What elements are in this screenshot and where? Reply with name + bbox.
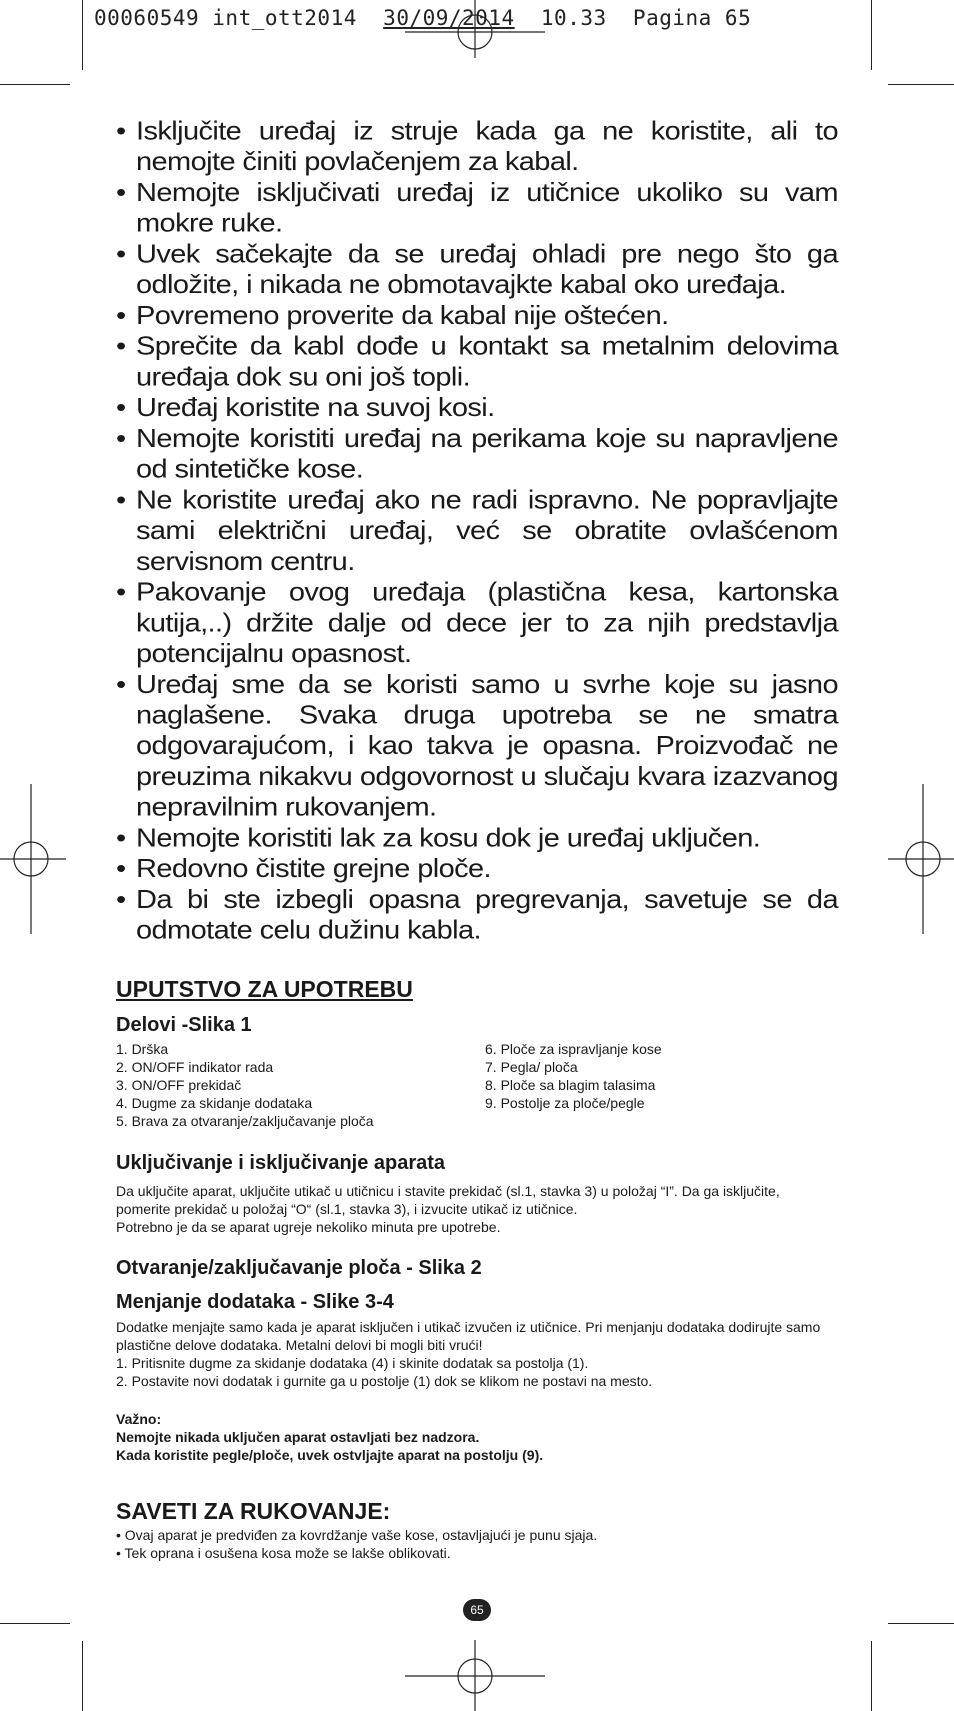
safety-bullet-item [116, 823, 838, 854]
crop-mark-top-right-v [871, 0, 872, 70]
bullet-glyph: • [116, 485, 126, 515]
onoff-paragraph: Da uključite aparat, uključite utikač u utičnicu i stavite prekidač (sl.1, stavka 3) u položaj “I”. Da ga isključite, pomerite prekidač u položaj “O“ (sl.1, stavka 3), i izvucite utikač iz utičnice. [116, 1183, 780, 1217]
safety-bullet-text: Redovno čistite grejne ploče. [136, 854, 491, 884]
important-line: Nemojte nikada uključen aparat ostavljati bez nadzora. [116, 1429, 480, 1445]
parts-heading: Delovi -Slika 1 [116, 1014, 252, 1036]
important-line: Kada koristite pegle/ploče, uvek ostvljajte aparat na postolju (9). [116, 1447, 544, 1463]
parts-list-right [485, 1040, 662, 1112]
safety-bullet-text: Da bi ste izbegli opasna pregrevanja, savetuje se da odmotate celu dužinu kabla. [136, 885, 838, 945]
safety-bullet-text: Uređaj sme da se koristi samo u svrhe koje su jasno naglašene. Svaka druga upotreba se ne smatra odgovarajućom, i kao takva je opasna. Proizvođač ne preuzima nikakvu odgovornost u slučaju kvara izazvanog nepravilnim rukovanjem. [136, 670, 838, 823]
part-item: 3. ON/OFF prekidač [116, 1077, 242, 1093]
safety-bullet-list [116, 116, 838, 946]
part-item: 6. Ploče za ispravljanje kose [485, 1041, 662, 1057]
part-item: 9. Postolje za ploče/pegle [485, 1095, 645, 1111]
safety-bullet-text: Nemojte koristiti lak za kosu dok je uređaj uključen. [136, 823, 761, 853]
change-step: 2. Postavite novi dodatak i gurnite ga u postolje (1) dok se klikom ne postavi na mesto. [116, 1373, 653, 1389]
crop-mark-bottom-right-h [888, 1623, 954, 1624]
safety-bullet-item [116, 177, 838, 238]
crop-mark-bottom-right-v [871, 1641, 872, 1711]
safety-bullet-text: Nemojte koristiti uređaj na perikama koje su napravljene od sintetičke kose. [136, 424, 838, 484]
change-heading: Menjanje dodataka - Slike 3-4 [116, 1291, 394, 1313]
safety-bullet-text: Sprečite da kabl dođe u kontakt sa metalnim delovima uređaja dok su oni još topli. [136, 332, 838, 392]
safety-bullet-text: Ne koristite uređaj ako ne radi ispravno. Ne popravljajte sami električni uređaj, već se obratite ovlašćenom servisnom centru. [136, 485, 838, 577]
part-item: 2. ON/OFF indikator rada [116, 1059, 274, 1075]
safety-bullet-text: Nemojte isključivati uređaj iz utičnice ukoliko su vam mokre ruke. [136, 178, 838, 239]
bullet-glyph: • [116, 670, 126, 700]
safety-bullet-text: Uvek sačekajte da se uređaj ohladi pre nego što ga odložite, i nikada ne obmotavajkte kabal oko uređaja. [136, 239, 838, 300]
bullet-glyph: • [116, 393, 126, 423]
onoff-text [116, 1182, 838, 1236]
important-label: Važno: [116, 1411, 162, 1427]
bullet-glyph: • [116, 424, 126, 454]
safety-bullet-item [116, 393, 838, 424]
part-item: 5. Brava za otvaranje/zaključavanje ploča [116, 1113, 374, 1129]
parts-list-left [116, 1040, 374, 1130]
important-note [116, 1410, 838, 1464]
safety-bullet-item [116, 485, 838, 577]
bullet-glyph: • [116, 178, 126, 208]
registration-mark-top-icon [405, 0, 545, 60]
bullet-glyph: • [116, 1527, 121, 1543]
page-number-badge: 65 [463, 1599, 491, 1621]
tip-item: • Ovaj aparat je predviđen za kovrdžanje vaše kose, ostavljajući je punu sjaja. [116, 1527, 598, 1543]
onoff-paragraph: Potrebno je da se aparat ugreje nekoliko minuta pre upotrebe. [116, 1219, 501, 1235]
safety-bullet-item [116, 884, 838, 945]
tip-item: • Tek oprana i osušena kosa može se lakše oblikovati. [116, 1545, 451, 1561]
part-item: 1. Drška [116, 1041, 169, 1057]
crop-mark-bottom-left-v [82, 1641, 83, 1711]
header-file: 00060549 int_ott2014 [94, 6, 357, 30]
bullet-glyph: • [116, 116, 126, 146]
bullet-glyph: • [116, 823, 126, 853]
safety-bullet-item [116, 300, 838, 331]
bullet-glyph: • [116, 239, 126, 269]
change-step: 1. Pritisnite dugme za skidanje dodataka (4) i skinite dodatak sa postolja (1). [116, 1355, 589, 1371]
header-date: 30/09/2014 [383, 6, 515, 30]
safety-bullet-text: Uređaj koristite na suvoj kosi. [136, 393, 495, 423]
safety-bullet-text: Povremeno proverite da kabal nije oštećen. [136, 301, 669, 331]
safety-bullet-item [116, 854, 838, 885]
bullet-glyph: • [116, 577, 126, 607]
header-time: 10.33 [540, 6, 607, 30]
safety-bullet-item [116, 423, 838, 484]
change-text [116, 1318, 838, 1390]
lock-heading: Otvaranje/zaključavanje ploča - Slika 2 [116, 1257, 482, 1279]
registration-mark-left-icon [0, 784, 66, 934]
safety-bullet-item [116, 116, 838, 177]
bullet-glyph: • [116, 301, 126, 331]
safety-bullet-text: Pakovanje ovog uređaja (plastična kesa, kartonska kutija,..) držite dalje od dece jer to za njih predstavlja potencijalnu opasnost. [136, 577, 838, 669]
crop-mark-top-left-h [0, 84, 70, 85]
crop-mark-bottom-left-h [0, 1623, 70, 1624]
safety-instructions [116, 116, 838, 946]
part-item: 8. Ploče sa blagim talasima [485, 1077, 656, 1093]
registration-mark-right-icon [888, 784, 954, 934]
bullet-glyph: • [116, 1545, 121, 1561]
part-item: 7. Pegla/ ploča [485, 1059, 578, 1075]
bullet-glyph: • [116, 854, 126, 884]
safety-bullet-item [116, 577, 838, 669]
part-item: 4. Dugme za skidanje dodataka [116, 1095, 313, 1111]
tips-list [116, 1526, 597, 1562]
safety-bullet-item [116, 669, 838, 823]
onoff-heading: Uključivanje i isključivanje aparata [116, 1152, 446, 1174]
bullet-glyph: • [116, 332, 126, 361]
tips-heading: SAVETI ZA RUKOVANJE: [116, 1498, 391, 1524]
change-paragraph: Dodatke menjajte samo kada je aparat isključen i utikač izvučen iz utičnice. Pri menjanju dodataka dodirujte samo plastične delove dodataka. Metalni delovi bi mogli biti vrući! [116, 1319, 821, 1353]
bullet-glyph: • [116, 885, 126, 915]
safety-bullet-text: Isključite uređaj iz struje kada ga ne koristite, ali to nemojte činiti povlačenjem za kabal. [136, 116, 838, 177]
usage-heading: UPUTSTVO ZA UPOTREBU [116, 976, 413, 1002]
crop-mark-top-right-h [888, 84, 954, 85]
safety-bullet-item [116, 331, 838, 392]
crop-mark-top-left-v [82, 0, 83, 70]
registration-mark-bottom-icon [405, 1640, 545, 1711]
safety-bullet-item [116, 239, 838, 300]
header-page-label: Pagina 65 [632, 6, 752, 30]
